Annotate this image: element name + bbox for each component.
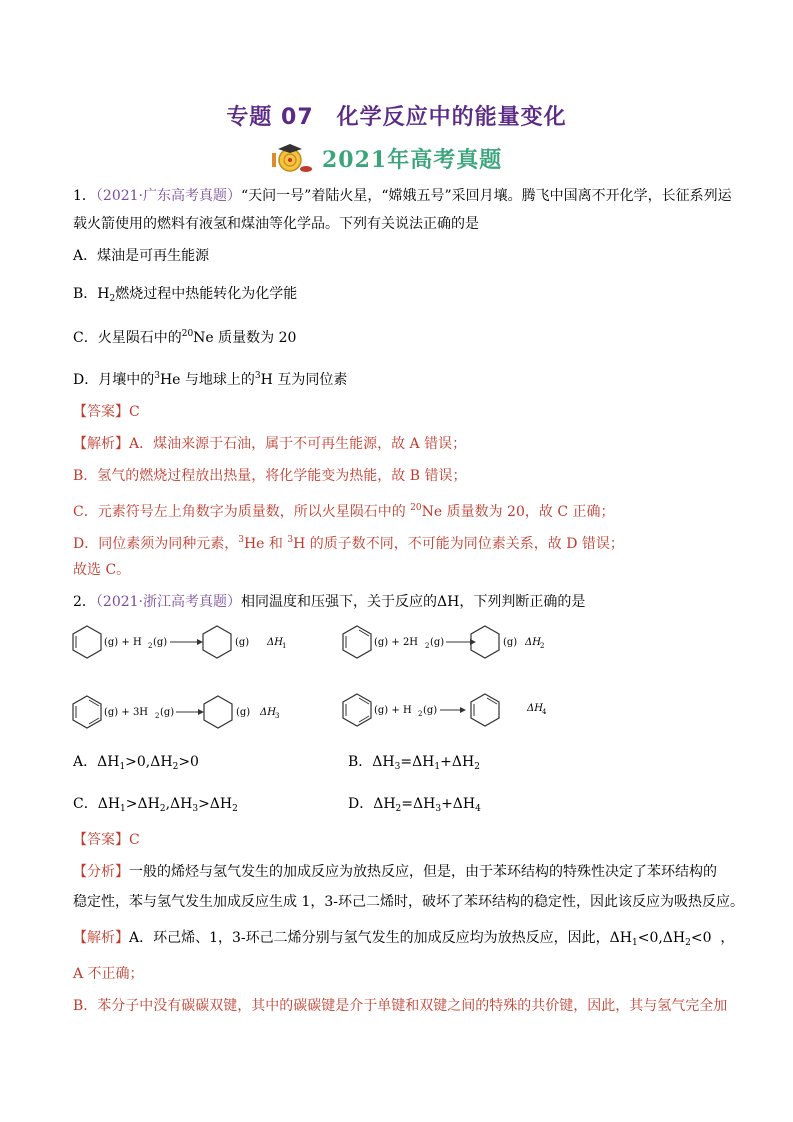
option-b-label: B．: [73, 286, 98, 302]
option-b-text: 燃烧过程中热能转化为化学能: [115, 286, 298, 302]
q1-number: 1．: [73, 188, 96, 204]
q1-stem-line1: [73, 186, 732, 206]
fenxi-label: 【分析】: [73, 864, 129, 880]
page-title: 专题 07 化学反应中的能量变化: [226, 105, 567, 130]
analysis-label: 【解析】: [73, 436, 129, 452]
analysis-text: A．环己烯、1，3-环己二烯分别与氢气发生的加成反应均为放热反应，因此，: [129, 930, 610, 946]
section-banner: [268, 140, 502, 176]
mass-number: 20: [181, 329, 194, 339]
fenxi-text: 一般的烯烃与氢气发生的加成反应为放热反应，但是，由于苯环结构的特殊性决定了苯环结构的: [129, 864, 717, 880]
q2-analysis-2: A 不正确；: [73, 966, 144, 982]
q2-fenxi-1: [73, 862, 717, 882]
r2-prod: (g): [503, 637, 518, 648]
q1-option-b: [73, 284, 297, 309]
cyclohexadiene-ring: [343, 626, 371, 658]
r2-mid: (g): [430, 637, 445, 648]
r1-dh-sub: 1: [282, 642, 287, 650]
option-d-mid: He 与地球上的: [159, 372, 255, 388]
option-c-text: C．火星陨石中的: [73, 330, 182, 346]
mass-number: 3: [287, 535, 294, 545]
r3-dh: ΔH: [260, 707, 276, 718]
answer-value: C: [129, 404, 140, 420]
cyclohexane-ring: [203, 626, 231, 658]
benzene-ring: [343, 694, 371, 726]
banner-title: 2021年高考真题: [322, 146, 503, 173]
mass-number: 3: [238, 535, 244, 545]
q2-stem: [73, 592, 585, 612]
r1-prod: (g): [235, 637, 250, 648]
r1-left: (g) + H: [104, 637, 142, 648]
r2-sub: 2: [425, 642, 430, 650]
q1-stem-line2: 载火箭使用的燃料有液氢和煤油等化学品。下列有关说法正确的是: [73, 216, 479, 232]
analysis-text: D．同位素须为同种元素，: [73, 536, 239, 552]
q2-source: （2021·浙江高考真题）: [95, 594, 242, 610]
r3-prod: (g): [236, 707, 251, 718]
option-c-tail: Ne 质量数为 20: [193, 330, 297, 346]
q2-analysis-3: B．苯分子中没有碳碳双键，其中的碳碳键是介于单键和双键之间的特殊的共价键，因此，其与氢气完全加: [73, 998, 728, 1014]
r3-mid: (g): [160, 707, 175, 718]
q1-stem: “天问一号”着陆火星，“嫦娥五号”采回月壤。腾飞中国离不开化学，长征系列运: [241, 188, 732, 204]
r4-sub: 2: [418, 710, 423, 718]
analysis-text: A．煤油来源于石油，属于不可再生能源，故 A 错误；: [129, 436, 467, 452]
q2-option-c: C．$\Delta H_1>\Delta H_2,\Delta H_3>\Delta H_2$: [73, 796, 238, 814]
mass-number: 3: [154, 371, 160, 381]
r1-sub: 2: [148, 642, 153, 650]
q1-analysis-2: B．氢气的燃烧过程放出热量，将化学能变为热能，故 B 错误；: [73, 468, 467, 484]
r4-mid: (g): [423, 705, 438, 716]
analysis-label: 【解析】: [73, 930, 129, 946]
dh-inequality: $\Delta H_1<0,\Delta H_2<0$ ，: [609, 930, 735, 948]
r4-left: (g) + H: [374, 705, 412, 716]
r2-dh-sub: 2: [540, 642, 545, 650]
q2-stem-text: 相同温度和压强下，关于反应的ΔH，下列判断正确的是: [241, 594, 586, 610]
answer-value: C: [129, 832, 140, 848]
q2-answer: [73, 830, 140, 850]
benzene-ring: [73, 696, 101, 728]
q1-option-c: [73, 324, 296, 348]
mascot-icon: [268, 141, 316, 175]
r3-sub: 2: [155, 712, 160, 720]
cyclohexadiene-ring: [471, 694, 499, 726]
q1-source: （2021·广东高考真题）: [95, 188, 242, 204]
analysis-tail: Ne 质量数为 20，故 C 正确；: [421, 504, 615, 520]
q1-analysis-4: [73, 530, 624, 554]
q1-analysis-3: [73, 498, 615, 522]
option-d-text: D．月壤中的: [73, 372, 155, 388]
r2-left: (g) + 2H: [374, 637, 419, 648]
r4-dh: ΔH: [527, 703, 543, 714]
q1-conclusion: 故选 C。: [73, 562, 131, 578]
answer-label: 【答案】: [73, 404, 129, 420]
r4-dh-sub: 4: [542, 708, 547, 716]
cyclohexene-ring: [73, 626, 101, 658]
q2-fenxi-2: 稳定性，苯与氢气发生加成反应生成 1，3-环己二烯时，破坏了苯环结构的稳定性，因此该反应为吸热反应。: [73, 894, 744, 910]
option-d-tail: H 互为同位素: [260, 372, 348, 388]
h2-formula: $H_2$: [97, 286, 116, 304]
q2-analysis-1: [73, 928, 734, 953]
mass-number: 3: [254, 371, 261, 381]
q1-option-a: A．煤油是可再生能源: [73, 248, 210, 264]
r3-left: (g) + 3H: [104, 707, 149, 718]
mass-number: 20: [410, 503, 422, 513]
analysis-mid: He 和: [243, 536, 288, 552]
q2-option-b: B．$\Delta H_3=\Delta H_1+\Delta H_2$: [348, 754, 480, 772]
answer-label: 【答案】: [73, 832, 129, 848]
r1-mid: (g): [153, 637, 168, 648]
reaction-4: [342, 688, 572, 732]
q2-option-d: D．$\Delta H_2=\Delta H_3+\Delta H_4$: [348, 796, 481, 814]
analysis-tail: H 的质子数不同，不可能为同位素关系，故 D 错误；: [293, 536, 624, 552]
q1-answer: [73, 402, 140, 422]
analysis-text: C．元素符号左上角数字为质量数，所以火星陨石中的: [73, 504, 411, 520]
r3-dh-sub: 3: [275, 712, 280, 720]
reaction-3: [72, 690, 302, 734]
q2-number: 2．: [73, 594, 96, 610]
q1-option-d: [73, 366, 347, 390]
r1-dh: ΔH: [267, 637, 283, 648]
r2-dh: ΔH: [525, 637, 541, 648]
reaction-2: [342, 620, 572, 664]
q1-analysis-1: [73, 434, 466, 454]
reaction-1: [72, 620, 302, 664]
cyclohexane-ring: [204, 696, 232, 728]
q2-option-a: A．$\Delta H_1>0,\Delta H_2>0$: [73, 754, 199, 772]
